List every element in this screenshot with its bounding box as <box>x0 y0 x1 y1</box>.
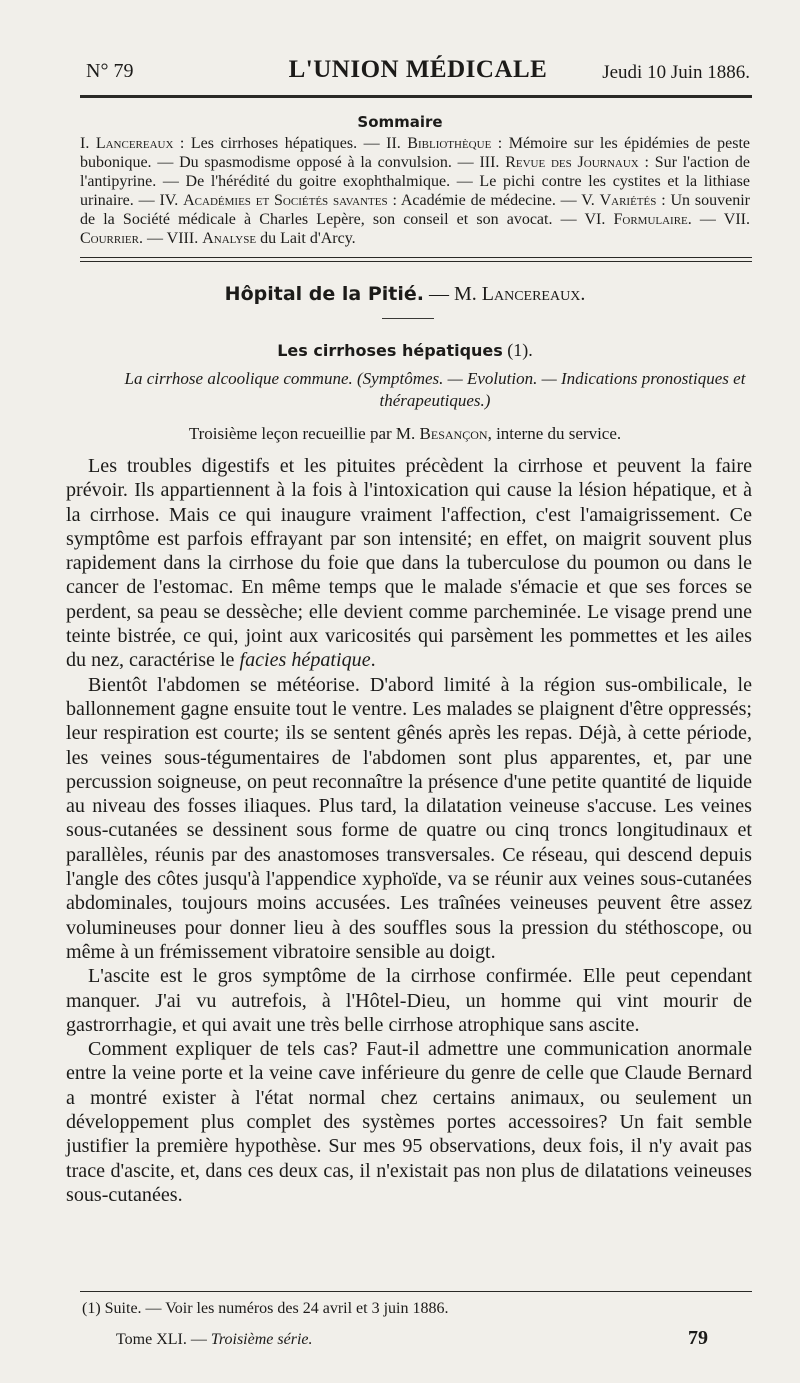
article-subtitle-text: La cirrhose alcoolique commune. (Symptômes. — Evolution. — Indications pronostiques et thérapeutiques.) <box>124 369 746 410</box>
sommaire-entry-section: Formulaire <box>613 211 688 228</box>
article-body <box>66 454 752 1207</box>
sommaire-entry-section: Courrier <box>80 230 139 247</box>
paragraph-3: L'ascite est le gros symptôme de la cirrhose confirmée. Elle peut cependant manquer. J'ai vu autrefois, à l'Hôtel-Dieu, un homme qui vint mourir de gastrorrhagie, et qui avait une très belle cirrhose atrophique sans ascite. <box>66 965 752 1036</box>
header-rule <box>80 95 752 98</box>
sommaire-entry-text: du Lait d'Arcy. <box>256 230 356 247</box>
volume-info <box>116 1331 312 1349</box>
footnote: (1) Suite. — Voir les numéros des 24 avril et 3 juin 1886. <box>82 1300 449 1317</box>
sommaire-entry-number: III. <box>479 154 506 171</box>
sommaire-entry-number: VI. <box>584 211 614 228</box>
sommaire-entry-text: : Les cirrhoses hépatiques. — <box>173 135 387 152</box>
hospital-heading <box>0 283 800 306</box>
article-title-text: Les cirrhoses hépatiques <box>277 341 503 360</box>
sommaire-entry-number: V. <box>581 192 600 209</box>
sommaire-rule-bottom <box>80 261 752 262</box>
paragraph-1-text: Les troubles digestifs et les pituites précèdent la cirrhose et peuvent la faire prévoir. Ils appartiennent à la fois à l'intoxication qui cause la lésion hépatique, et à la cirrhose. Mais ce qui inaugure vraiment l'affection, c'est l'amaigrissement. Ce symptôme est parfois effrayant par son intensité; en effet, on maigrit souvent plus rapidement dans la cirrhose du foie que dans la tuberculose du poumon ou dans le cancer de l'estomac. En même temps que le malade s'émacie et que ses forces se perdent, sa peau se dessèche; elle devient comme parcheminée. Le visage prend une teinte bistrée, ce qui, joint aux varicosités qui parsèment les pommettes et les ailes du nez, caractérise le <box>66 455 752 672</box>
lecture-credit <box>0 424 800 444</box>
sommaire-entry-number: II. <box>386 135 408 152</box>
sommaire-entry-text: . — <box>138 230 167 247</box>
sommaire-title: Sommaire <box>357 113 443 131</box>
sommaire-entry-number: IV. <box>159 192 184 209</box>
journal-title: L'UNION MÉDICALE <box>288 56 548 83</box>
footnote-rule <box>80 1291 752 1292</box>
sommaire-rule-top <box>80 257 752 258</box>
sommaire-entry-section: Bibliothèque <box>407 135 492 152</box>
volume-prefix: Tome XLI. — <box>116 1331 211 1348</box>
sommaire-entry-number: VII. <box>723 211 750 228</box>
sommaire-entry-text: . — <box>687 211 724 228</box>
sommaire-contents <box>80 134 750 248</box>
lecture-credit-name: Besançon <box>419 424 488 443</box>
title-divider <box>382 318 434 319</box>
sommaire-entry-section: Lancereaux <box>95 135 174 152</box>
lecture-credit-suffix: , interne du service. <box>487 424 622 443</box>
paragraph-2: Bientôt l'abdomen se météorise. D'abord limité à la région sus-ombilicale, le ballonnement gagne ensuite tout le ventre. Les malades se plaignent d'être oppressés; leur respiration est courte; ils se sentent gênés après les repas. Déjà, à cette période, les veines sous-tégumentaires de l'abdomen sont plus apparentes, et, par une percussion soigneuse, on peut reconnaître la présence d'une petite quantité de liquide au niveau des fosses iliaques. Plus tard, la dilatation veineuse s'accuse. Les veines sous-cutanées se dessinent sous forme de quatre ou cinq troncs longitudinaux et parallèles, réunis par des anastomoses transversales. Ce réseau, qui descend depuis l'angle des côtes jusqu'à l'appendice xyphoïde, va se réunir aux veines sous-cutanées abdominales, toujours moins accusées. Les traînées veineuses peuvent être assez volumineuses pour donner lieu à des souffles sous la pression du stéthoscope, ou même à un frémissement vibratoire sensible au doigt. <box>66 673 752 963</box>
footnote-reference: (1). <box>502 340 533 360</box>
page-number: 79 <box>688 1327 708 1349</box>
sommaire-entry-section: Variétés <box>599 192 657 209</box>
sommaire-entry-text: : Mémoire sur les épidémies de peste bubonique. — Du spasmodisme opposé à la convulsion. — <box>80 135 751 171</box>
article-title <box>0 340 800 361</box>
sommaire-entry-number: VIII. <box>166 230 203 247</box>
lecture-credit-prefix: Troisième leçon recueillie par M. <box>188 424 420 443</box>
paragraph-4: Comment expliquer de tels cas? Faut-il admettre une communication anormale entre la veine porte et la veine cave inférieure du genre de celle que Claude Bernard a montré exister à l'état normal chez certains animaux, ou seulement un développement plus complet des systèmes portes accessoires? Un fait semble justifier la première hypothèse. Sur mes 95 observations, deux fois, il n'y avait pas trace d'ascite, et, dans ces deux cas, il n'existait pas non plus de dilatations veineuses sous-cutanées. <box>66 1038 752 1206</box>
hospital-author: Lancereaux. <box>481 283 586 305</box>
sommaire-entry-text: : Un souvenir de la Société médicale à Charles Lepère, son conseil et son avocat. — <box>80 192 751 228</box>
hospital-separator: — M. <box>423 283 482 305</box>
paragraph-1-italic: facies hépatique <box>239 649 371 672</box>
sommaire-entry-section: Analyse <box>202 230 257 247</box>
sommaire-entry-text: : Sur l'action de l'antipyrine. — De l'hérédité du goitre exophthalmique. — Le pichi contre les cystites et la lithiase urinaire. — <box>80 154 751 209</box>
sommaire-entry-number: I. <box>80 135 96 152</box>
sommaire-entry-section: Revue des Journaux <box>505 154 639 171</box>
hospital-name: Hôpital de la Pitié. <box>224 283 424 305</box>
issue-number: N° 79 <box>86 60 134 82</box>
paragraph-1-end: . <box>370 649 376 672</box>
volume-series: Troisième série. <box>210 1331 313 1348</box>
paragraph-1 <box>66 454 752 673</box>
issue-date: Jeudi 10 Juin 1886. <box>602 62 750 83</box>
article-subtitle <box>110 368 760 412</box>
page-header <box>82 56 754 90</box>
sommaire-entry-text: : Académie de médecine. — <box>387 192 582 209</box>
sommaire-entry-section: Académies et Sociétés savantes <box>183 192 388 209</box>
